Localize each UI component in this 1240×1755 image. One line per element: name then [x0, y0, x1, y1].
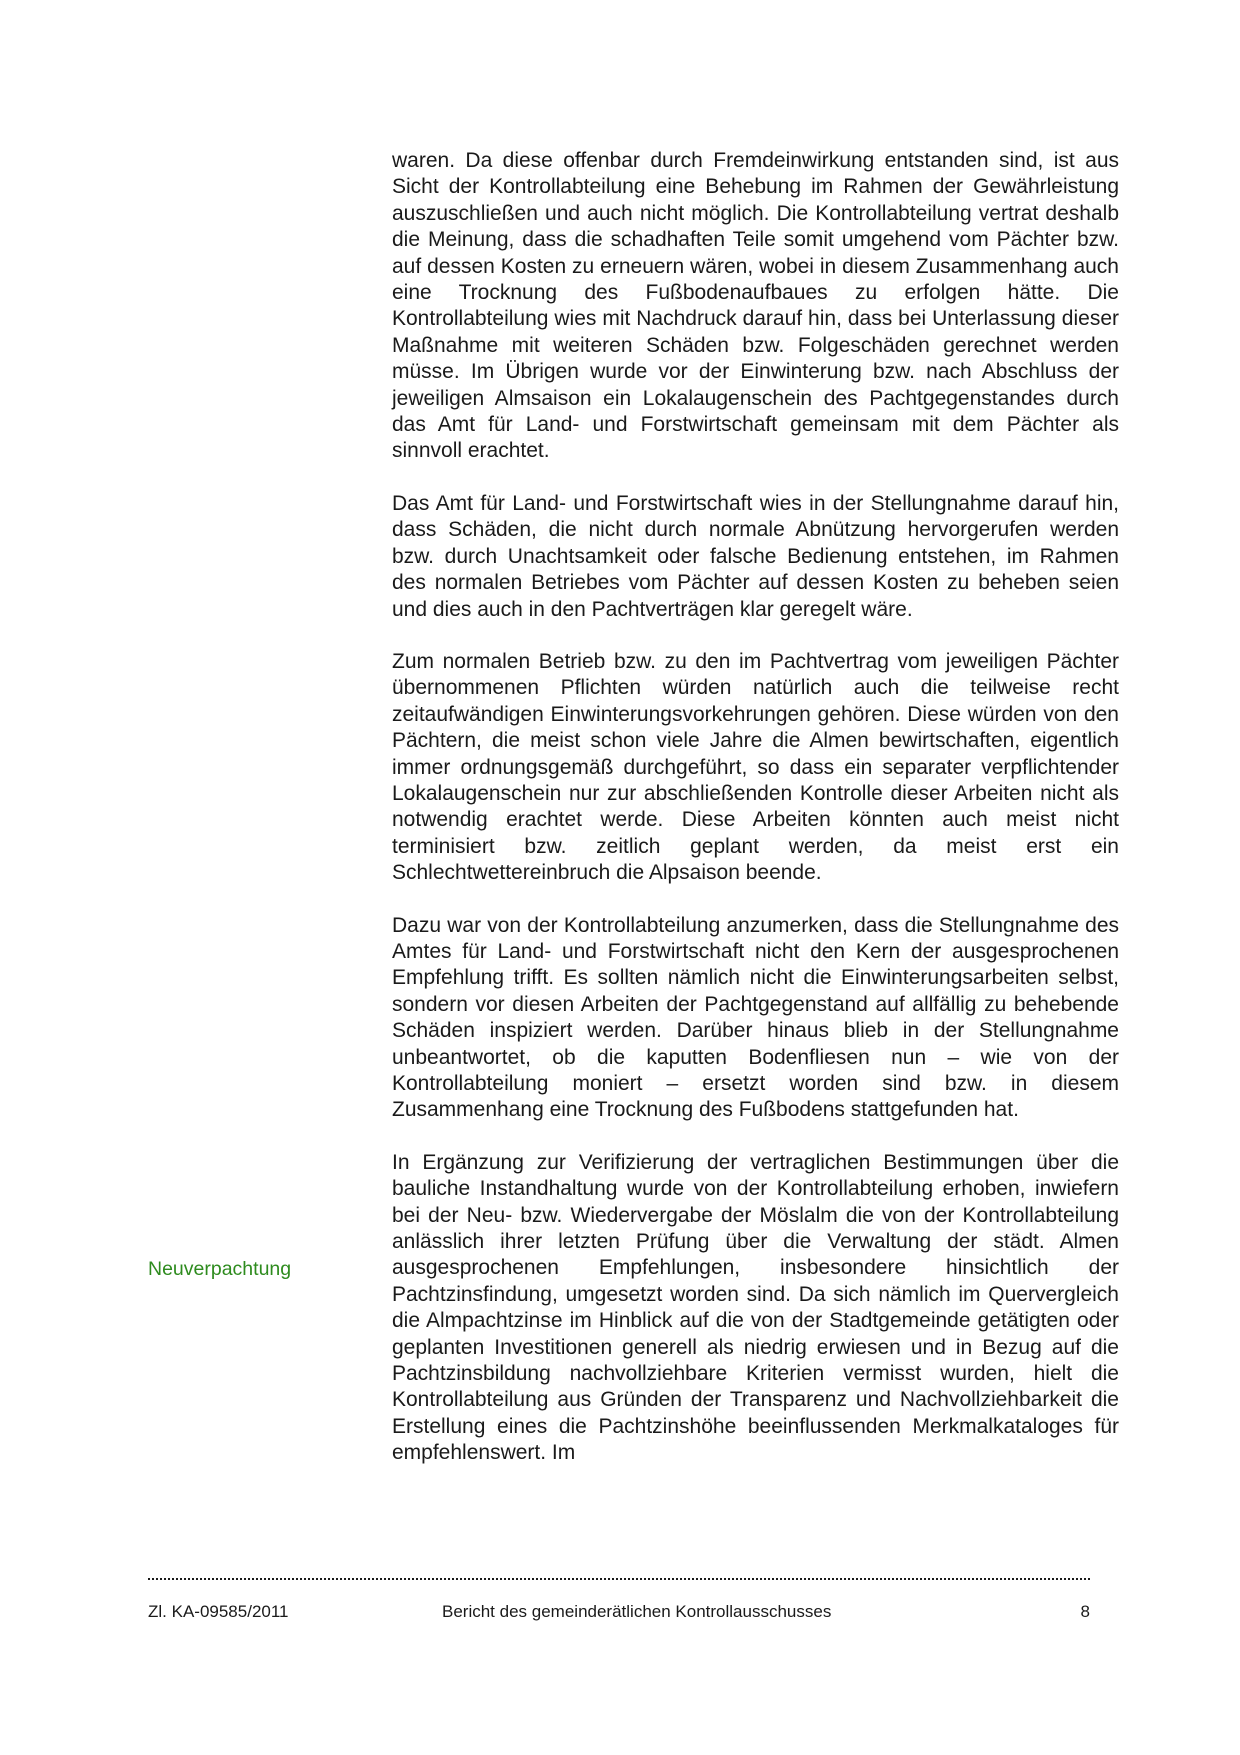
- paragraph-audit-response: Dazu war von der Kontrollabteilung anzumerken, dass die Stellungnahme des Amtes für Land- und Forstwirtschaft nicht den Kern der ausgesprochenen Empfehlung trifft. Es sollten nämlich nicht die Einwinterungsarbeiten selbst, sondern vor diesen Arbeiten der Pachtgegenstand auf allfällig zu behebende Schäden inspiziert werden. Darüber hinaus blieb in der Stellungnahme unbeantwortet, ob die kaputten Bodenfliesen nun – wie von der Kontrollabteilung moniert – ersetzt worden sind bzw. in diesem Zusammenhang eine Trocknung des Fußbodens stattgefunden hat.: [392, 913, 1119, 1122]
- footer-report-title: Bericht des gemeinderätlichen Kontrollausschusses: [442, 1602, 832, 1621]
- footer-page-number: 8: [1080, 1602, 1090, 1621]
- paragraph-department-statement: Das Amt für Land- und Forstwirtschaft wies in der Stellungnahme darauf hin, dass Schäden, die nicht durch normale Abnützung hervorgerufen werden bzw. durch Unachtsamkeit oder falsche Bedienung entstehen, im Rahmen des normalen Betriebes vom Pächter auf dessen Kosten zu beheben seien und dies auch in den Pachtverträgen klar geregelt wäre.: [392, 491, 1119, 621]
- margin-heading-neuverpachtung: Neuverpachtung: [148, 1258, 292, 1280]
- page-footer: [148, 1600, 1090, 1626]
- paragraph-normal-operation: Zum normalen Betrieb bzw. zu den im Pachtvertrag vom jeweiligen Pächter übernommenen Pflichten würden natürlich auch die teilweise recht zeitaufwändigen Einwinterungsvorkehrungen gehören. Diese würden von den Pächtern, die meist schon viele Jahre die Almen bewirtschaften, eigentlich immer ordnungsgemäß durchgeführt, so dass ein separater verpflichtender Lokalaugenschein nur zur abschließenden Kontrolle dieser Arbeiten nicht als notwendig erachtet werde. Diese Arbeiten könnten auch meist nicht terminisiert bzw. zeitlich geplant werden, da meist erst ein Schlechtwettereinbruch die Alpsaison beende.: [392, 649, 1119, 885]
- paragraph-damage-assessment: waren. Da diese offenbar durch Fremdeinwirkung entstanden sind, ist aus Sicht der Kontrollabteilung eine Behebung im Rahmen der Gewährleistung auszuschließen und auch nicht möglich. Die Kontrollabteilung vertrat deshalb die Meinung, dass die schadhaften Teile somit umgehend vom Pächter bzw. auf dessen Kosten zu erneuern wären, wobei in diesem Zusammenhang auch eine Trocknung des Fußbodenaufbaues zu erfolgen hätte. Die Kontrollabteilung wies mit Nachdruck darauf hin, dass bei Unterlassung dieser Maßnahme mit weiteren Schäden bzw. Folgeschäden gerechnet werden müsse. Im Übrigen wurde vor der Einwinterung bzw. nach Abschluss der jeweiligen Almsaison ein Lokalaugenschein des Pachtgegenstandes durch das Amt für Land- und Forstwirtschaft gemeinsam mit dem Pächter als sinnvoll erachtet.: [392, 149, 1119, 463]
- body-text-column: [392, 148, 1119, 1467]
- paragraph-new-lease: In Ergänzung zur Verifizierung der vertraglichen Bestimmungen über die bauliche Instandhaltung wurde von der Kontrollabteilung erhoben, inwiefern bei der Neu- bzw. Wiedervergabe der Möslalm die von der Kontrollabteilung anlässlich ihrer letzten Prüfung über die Verwaltung der städt. Almen ausgesprochenen Empfehlungen, insbesondere hinsichtlich der Pachtzinsfindung, umgesetzt worden sind. Da sich nämlich im Quervergleich die Almpachtzinse im Hinblick auf die von der Stadtgemeinde getätigten oder geplanten Investitionen generell als niedrig erwiesen und in Bezug auf die Pachtzinsbildung nachvollziehbare Kriterien vermisst wurden, hielt die Kontrollabteilung aus Gründen der Transparenz und Nachvollziehbarkeit die Erstellung eines die Pachtzinshöhe beeinflussenden Merkmalkataloges für empfehlenswert. Im: [392, 1150, 1119, 1465]
- footer-divider: [148, 1578, 1090, 1580]
- footer-reference: Zl. KA-09585/2011: [148, 1602, 289, 1621]
